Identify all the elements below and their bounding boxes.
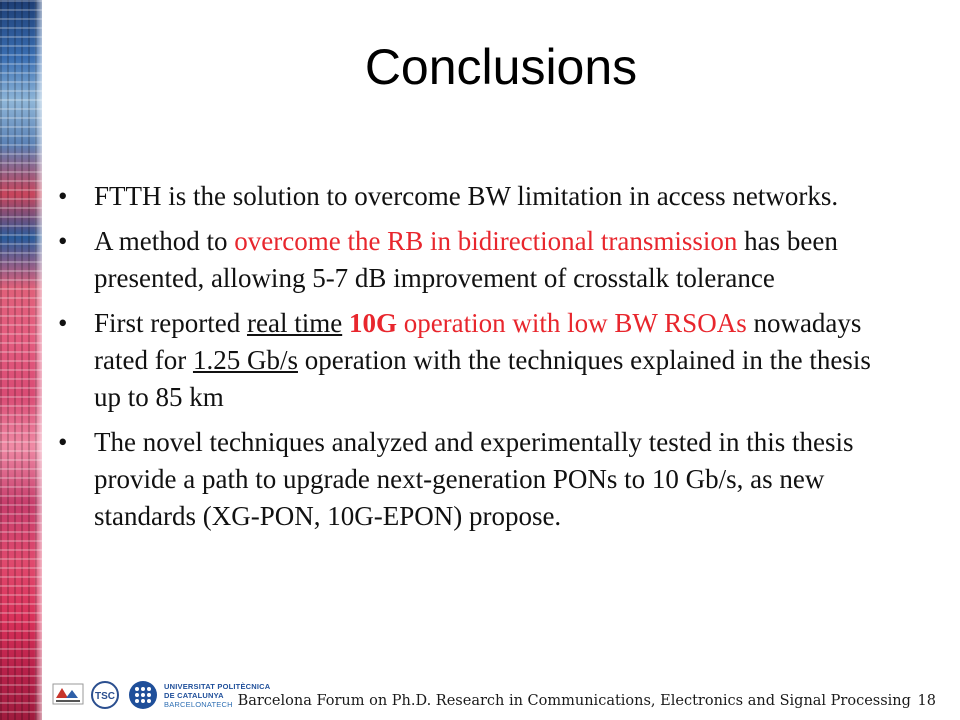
bullet-text: 1.25 Gb/s [192,345,298,375]
bullet-dot: • [58,308,68,338]
tsc-logo-icon [90,680,120,710]
bullet-text: First reported [94,308,247,338]
bullet-item [58,223,898,297]
upc-line2: DE CATALUNYA [164,691,224,700]
bullet-text: nowadays rated for [94,308,862,375]
svg-text:TSC: TSC [95,691,115,702]
bullet-dot: • [58,181,68,211]
upc-line3: BARCELONATECH [164,700,233,709]
upc-line1: UNIVERSITAT POLITÈCNICA [164,682,271,691]
bullet-dot: • [58,427,68,457]
bullet-text: 10G [348,308,397,338]
bullet-dot: • [58,226,68,256]
decorative-building-strip [0,0,42,720]
footer-text: Barcelona Forum on Ph.D. Research in Communications, Electronics and Signal Processing [237,693,911,709]
bullet-text: The novel techniques analyzed and experimentally tested in this thesis provide a path to upgrade next-generation PONs to 10 Gb/s, as new standards (XG-PON, 10G-EPON) propose. [94,427,854,531]
bullet-text: real time [246,308,343,338]
bullet-item [58,424,898,535]
slide-footer [238,693,936,709]
bullet-text: operation with low BW RSOAs [396,308,747,338]
bullet-text: FTTH is the solution to overcome BW limitation in access networks. [94,181,839,211]
forum-logo-icon [52,680,84,708]
bullet-item [58,305,898,416]
bullet-text: has been presented, allowing 5-7 dB improvement of crosstalk tolerance [94,226,838,293]
bullet-text [342,308,349,338]
slide-title: Conclusions [364,39,638,95]
bullet-text: operation with the techniques explained in the thesis up to 85 km [94,345,871,412]
page-number: 18 [917,693,936,709]
upc-logo-icon [128,680,158,710]
bullet-list [58,178,898,543]
bullet-item [58,178,898,215]
bullet-text: overcome the RB in bidirectional transmission [234,226,738,256]
bullet-text: A method to [94,226,235,256]
